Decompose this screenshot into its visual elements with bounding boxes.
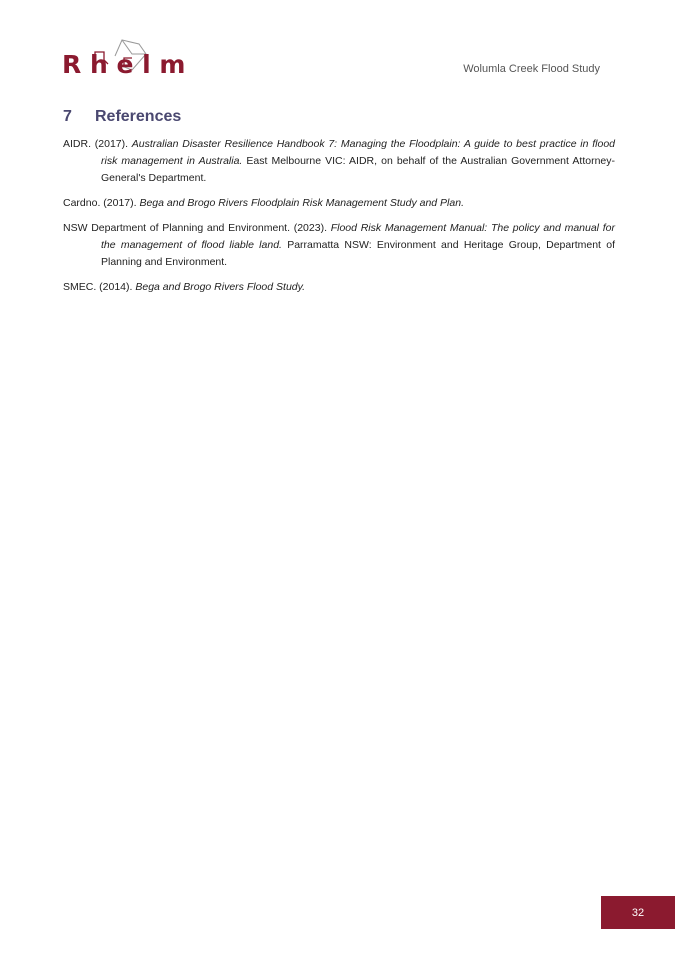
reference-author: Cardno. (2017).	[63, 197, 140, 209]
rhelm-logo	[62, 36, 186, 80]
reference-author: AIDR. (2017).	[63, 138, 132, 150]
page-number: 32	[631, 906, 645, 919]
reference-title: Flood Risk Management Manual: The policy and manual for the management of flood liable land.	[101, 222, 615, 251]
logo-wordmark: R h e l m	[62, 50, 186, 79]
reference-item	[63, 220, 615, 271]
reference-title: Bega and Brogo Rivers Floodplain Risk Management Study and Plan.	[139, 197, 464, 209]
page-number-badge	[601, 896, 675, 929]
reference-item	[63, 279, 615, 296]
reference-item	[63, 195, 615, 212]
reference-author: NSW Department of Planning and Environment. (2023).	[63, 222, 331, 234]
section-title: References	[95, 108, 182, 125]
reference-publisher: East Melbourne VIC: AIDR, on behalf of the Australian Government Attorney-General's Department.	[101, 155, 615, 184]
reference-item	[63, 136, 615, 187]
section-heading	[63, 108, 181, 126]
reference-title: Bega and Brogo Rivers Flood Study.	[135, 281, 306, 293]
reference-title: Australian Disaster Resilience Handbook 7: Managing the Floodplain: A guide to best practice in flood risk management in Australia.	[101, 138, 615, 167]
section-number: 7	[63, 108, 72, 125]
reference-author: SMEC. (2014).	[63, 281, 136, 293]
reference-list	[63, 136, 615, 304]
reference-publisher: Parramatta NSW: Environment and Heritage Group, Department of Planning and Environment.	[101, 239, 615, 268]
document-title: Wolumla Creek Flood Study	[463, 63, 600, 75]
